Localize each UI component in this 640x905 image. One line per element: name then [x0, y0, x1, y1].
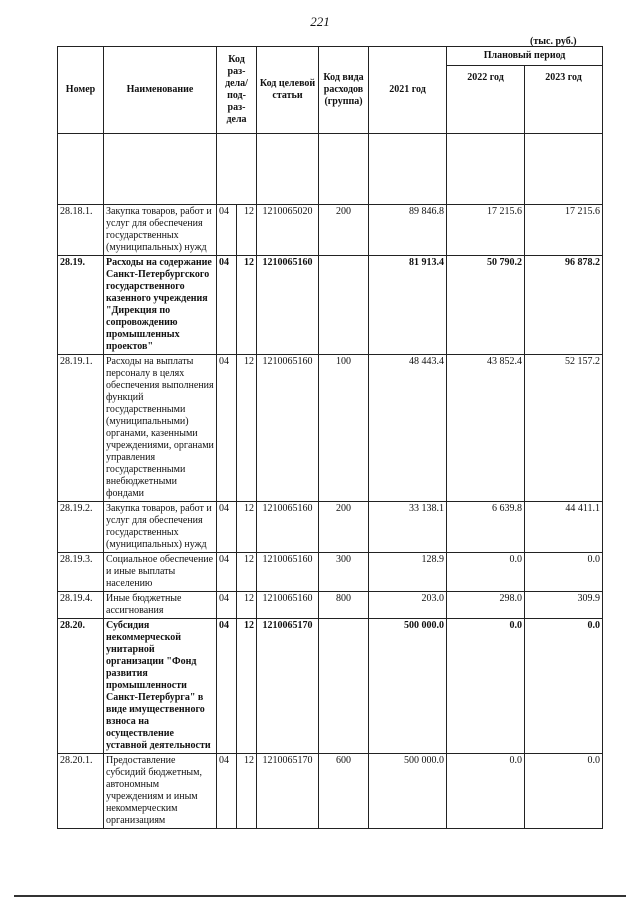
table-row: [58, 256, 603, 355]
row-subsection: 12: [237, 754, 257, 829]
row-amount-2023: 0.0: [525, 619, 603, 754]
row-amount-2021: 500 000.0: [369, 619, 447, 754]
row-number: 28.19.1.: [58, 355, 104, 502]
row-target-code: 1210065020: [257, 205, 319, 256]
row-subsection: 12: [237, 355, 257, 502]
row-amount-2022: 17 215.6: [447, 205, 525, 256]
row-section: 04: [217, 355, 237, 502]
row-name: Иные бюджетные ассигнования: [104, 592, 217, 619]
row-name: Субсидия некоммерческой унитарной организации "Фонд развития промышленности Санкт-Петербурга" в виде имущественного взноса на осуществление уставной деятельности: [104, 619, 217, 754]
row-expense-kind: 600: [319, 754, 369, 829]
header-number: Номер: [58, 47, 104, 134]
header-target-code: Код целевой статьи: [257, 47, 319, 134]
row-name: Предоставление субсидий бюджетным, автономным учреждениям и иным некоммерческим организациям: [104, 754, 217, 829]
header-planning-period: Плановый период: [447, 47, 603, 66]
row-section: 04: [217, 592, 237, 619]
row-subsection: 12: [237, 553, 257, 592]
row-number: 28.19.: [58, 256, 104, 355]
row-amount-2023: 0.0: [525, 553, 603, 592]
row-name: Закупка товаров, работ и услуг для обеспечения государственных (муниципальных) нужд: [104, 502, 217, 553]
row-amount-2022: 43 852.4: [447, 355, 525, 502]
row-target-code: 1210065170: [257, 754, 319, 829]
row-amount-2021: 81 913.4: [369, 256, 447, 355]
row-amount-2021: 500 000.0: [369, 754, 447, 829]
row-expense-kind: [319, 256, 369, 355]
row-number: 28.20.1.: [58, 754, 104, 829]
row-expense-kind: 800: [319, 592, 369, 619]
row-amount-2022: 6 639.8: [447, 502, 525, 553]
table-body: [58, 134, 603, 829]
table-row: [58, 553, 603, 592]
header-name: Наименование: [104, 47, 217, 134]
row-section: 04: [217, 205, 237, 256]
table-row: [58, 205, 603, 256]
row-number: 28.20.: [58, 619, 104, 754]
row-expense-kind: 100: [319, 355, 369, 502]
row-target-code: 1210065160: [257, 553, 319, 592]
row-amount-2023: 44 411.1: [525, 502, 603, 553]
row-number: 28.18.1.: [58, 205, 104, 256]
row-target-code: 1210065160: [257, 592, 319, 619]
row-amount-2022: 298.0: [447, 592, 525, 619]
header-section-code: Код раз-дела/ под-раз-дела: [217, 47, 257, 134]
row-amount-2021: 203.0: [369, 592, 447, 619]
table-row: [58, 754, 603, 829]
table-row: [58, 592, 603, 619]
row-name: Расходы на содержание Санкт-Петербургского государственного казенного учреждения "Дирекция по сопровождению промышленных проектов": [104, 256, 217, 355]
row-number: 28.19.2.: [58, 502, 104, 553]
table-row: [58, 502, 603, 553]
row-expense-kind: 300: [319, 553, 369, 592]
row-section: 04: [217, 754, 237, 829]
row-section: 04: [217, 553, 237, 592]
row-amount-2021: 128.9: [369, 553, 447, 592]
row-amount-2021: 33 138.1: [369, 502, 447, 553]
units-label: (тыс. руб.): [530, 36, 577, 47]
row-section: 04: [217, 619, 237, 754]
row-amount-2022: 0.0: [447, 553, 525, 592]
row-subsection: 12: [237, 502, 257, 553]
row-amount-2022: 0.0: [447, 619, 525, 754]
row-expense-kind: 200: [319, 502, 369, 553]
row-name: Расходы на выплаты персоналу в целях обеспечения выполнения функций государственными (муниципальными) органами, казенными учреждениями, органами управления государственными внебюджетными фондами: [104, 355, 217, 502]
row-target-code: 1210065160: [257, 502, 319, 553]
header-expense-kind-code: Код вида расходов (группа): [319, 47, 369, 134]
header-year-2021: 2021 год: [369, 47, 447, 134]
row-target-code: 1210065170: [257, 619, 319, 754]
row-subsection: 12: [237, 256, 257, 355]
row-subsection: 12: [237, 592, 257, 619]
header-year-2022: 2022 год: [447, 66, 525, 134]
row-number: 28.19.3.: [58, 553, 104, 592]
header-year-2023: 2023 год: [525, 66, 603, 134]
row-amount-2022: 0.0: [447, 754, 525, 829]
page-number: 221: [310, 14, 330, 29]
row-number: 28.19.4.: [58, 592, 104, 619]
row-amount-2021: 48 443.4: [369, 355, 447, 502]
row-expense-kind: 200: [319, 205, 369, 256]
row-subsection: 12: [237, 619, 257, 754]
row-section: 04: [217, 256, 237, 355]
row-name: Закупка товаров, работ и услуг для обеспечения государственных (муниципальных) нужд: [104, 205, 217, 256]
table-row: [58, 619, 603, 754]
row-amount-2023: 309.9: [525, 592, 603, 619]
row-amount-2023: 52 157.2: [525, 355, 603, 502]
row-expense-kind: [319, 619, 369, 754]
table-row: [58, 355, 603, 502]
row-target-code: 1210065160: [257, 355, 319, 502]
row-amount-2023: 17 215.6: [525, 205, 603, 256]
header-spacer-row: [58, 134, 603, 205]
row-amount-2023: 96 878.2: [525, 256, 603, 355]
row-section: 04: [217, 502, 237, 553]
row-amount-2021: 89 846.8: [369, 205, 447, 256]
footer-rule: [14, 895, 626, 897]
row-amount-2023: 0.0: [525, 754, 603, 829]
budget-table: [57, 46, 603, 829]
row-subsection: 12: [237, 205, 257, 256]
row-amount-2022: 50 790.2: [447, 256, 525, 355]
row-target-code: 1210065160: [257, 256, 319, 355]
table-header: [58, 47, 603, 134]
row-name: Социальное обеспечение и иные выплаты населению: [104, 553, 217, 592]
